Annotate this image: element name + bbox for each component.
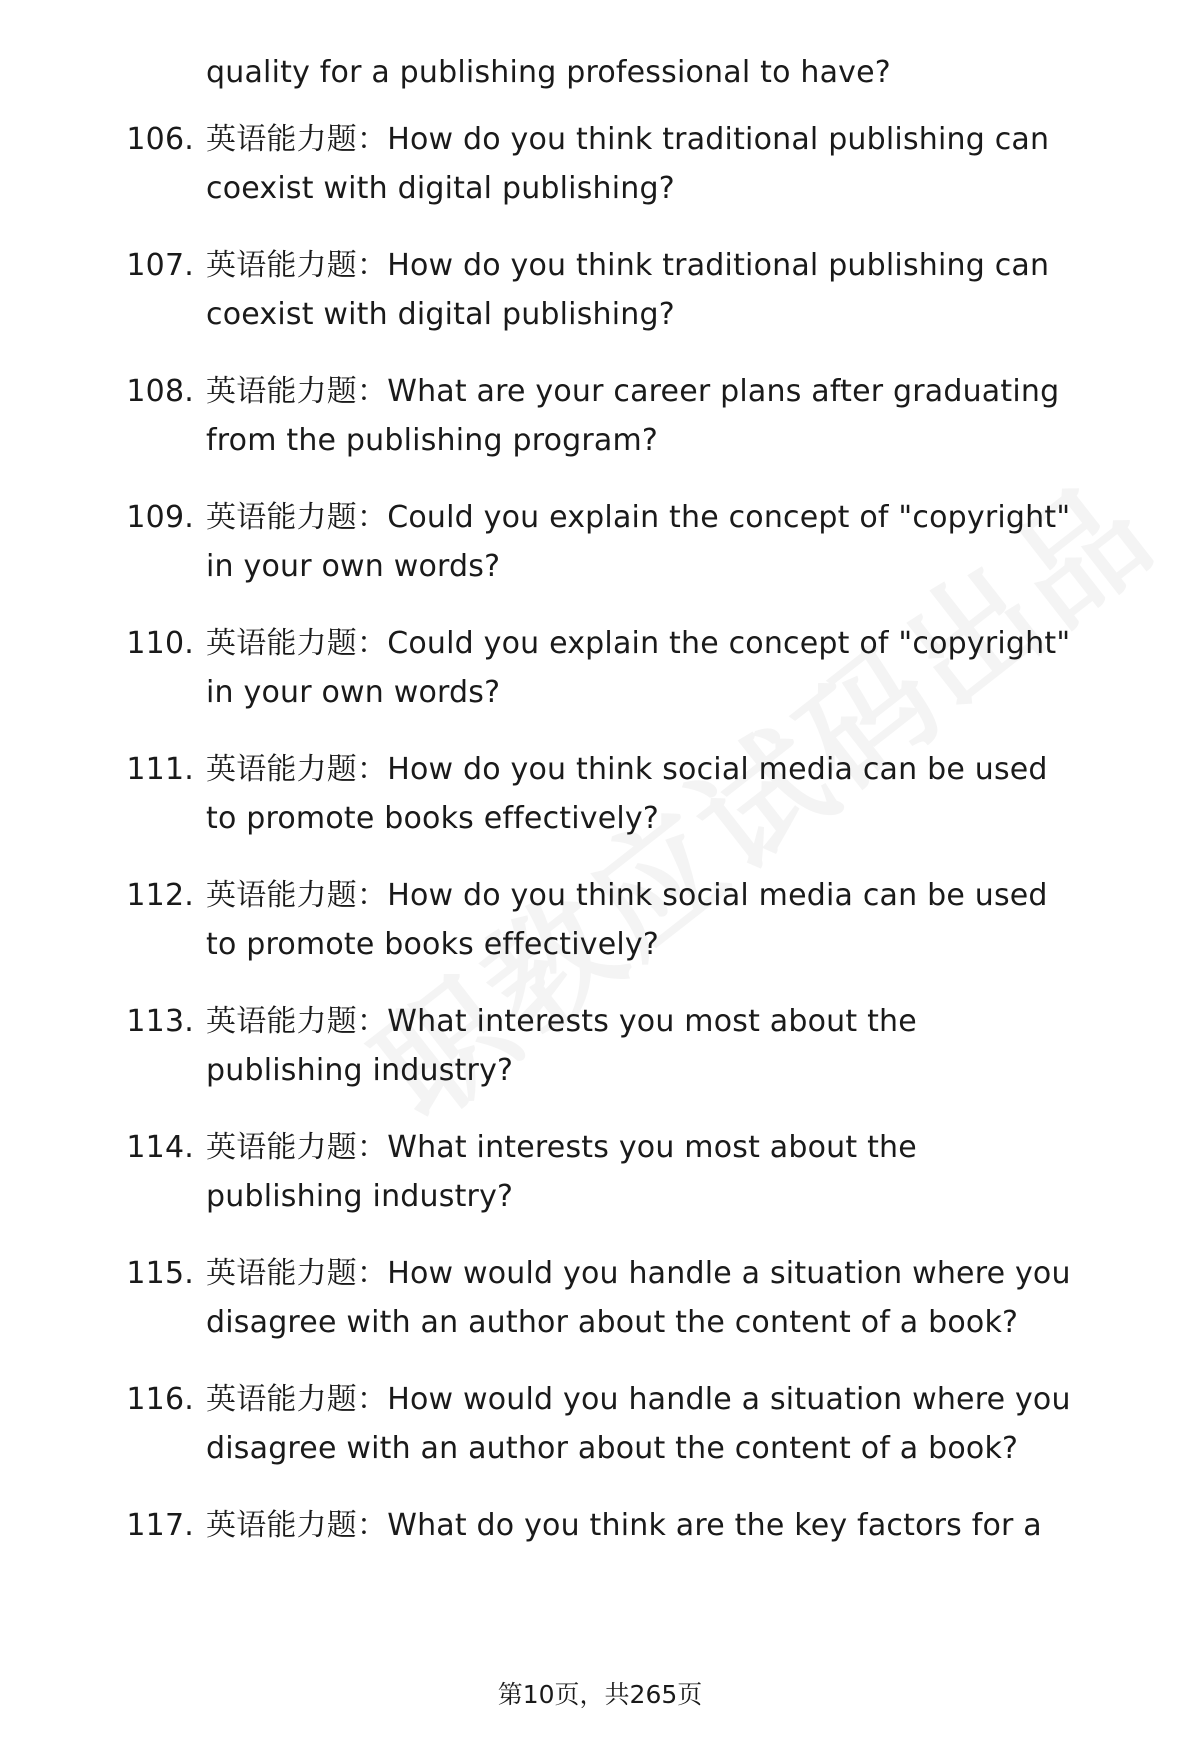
question-number: 117. bbox=[126, 1508, 194, 1543]
question-tag: 英语能力题： bbox=[206, 122, 388, 157]
question-tag: 英语能力题： bbox=[206, 374, 388, 409]
list-item bbox=[120, 745, 1080, 843]
list-item bbox=[120, 115, 1080, 213]
list-item bbox=[120, 1249, 1080, 1347]
question-tag: 英语能力题： bbox=[206, 1508, 388, 1543]
question-tag: 英语能力题： bbox=[206, 1382, 388, 1417]
question-tag: 英语能力题： bbox=[206, 752, 388, 787]
question-text: How would you handle a situation where you disagree with an author about the content of a book? bbox=[206, 1382, 1071, 1466]
question-text: How do you think traditional publishing can coexist with digital publishing? bbox=[206, 122, 1050, 206]
question-tag: 英语能力题： bbox=[206, 878, 388, 913]
question-text: Could you explain the concept of "copyright" in your own words? bbox=[206, 626, 1071, 710]
question-number: 115. bbox=[126, 1256, 194, 1291]
page-footer: 第10页，共265页 bbox=[497, 1680, 703, 1709]
list-item bbox=[120, 997, 1080, 1095]
question-text: How do you think social media can be used to promote books effectively? bbox=[206, 752, 1048, 836]
list-item bbox=[120, 1501, 1080, 1550]
question-number: 114. bbox=[126, 1130, 194, 1165]
question-list bbox=[120, 115, 1080, 1550]
list-item bbox=[120, 619, 1080, 717]
question-tag: 英语能力题： bbox=[206, 626, 388, 661]
list-item bbox=[120, 367, 1080, 465]
list-item bbox=[120, 1375, 1080, 1473]
question-number: 116. bbox=[126, 1382, 194, 1417]
question-text: What are your career plans after graduating from the publishing program? bbox=[206, 374, 1060, 458]
list-item bbox=[120, 1123, 1080, 1221]
question-number: 109. bbox=[126, 500, 194, 535]
continuation-text: quality for a publishing professional to have? bbox=[206, 55, 891, 90]
question-number: 107. bbox=[126, 248, 194, 283]
question-tag: 英语能力题： bbox=[206, 1256, 388, 1291]
question-text: What interests you most about the publishing industry? bbox=[206, 1004, 917, 1088]
question-text: How would you handle a situation where you disagree with an author about the content of a book? bbox=[206, 1256, 1071, 1340]
question-number: 108. bbox=[126, 374, 194, 409]
question-text: What interests you most about the publishing industry? bbox=[206, 1130, 917, 1214]
question-number: 106. bbox=[126, 122, 194, 157]
question-number: 112. bbox=[126, 878, 194, 913]
question-text: How do you think social media can be used to promote books effectively? bbox=[206, 878, 1048, 962]
page-content bbox=[120, 48, 1080, 1550]
question-tag: 英语能力题： bbox=[206, 1004, 388, 1039]
question-tag: 英语能力题： bbox=[206, 1130, 388, 1165]
question-number: 113. bbox=[126, 1004, 194, 1039]
list-item bbox=[120, 871, 1080, 969]
question-text: Could you explain the concept of "copyright" in your own words? bbox=[206, 500, 1071, 584]
question-tag: 英语能力题： bbox=[206, 500, 388, 535]
list-item bbox=[120, 241, 1080, 339]
question-text: How do you think traditional publishing can coexist with digital publishing? bbox=[206, 248, 1050, 332]
list-item bbox=[120, 493, 1080, 591]
question-number: 111. bbox=[126, 752, 194, 787]
question-text: What do you think are the key factors for a bbox=[387, 1508, 1042, 1543]
question-number: 110. bbox=[126, 626, 194, 661]
question-tag: 英语能力题： bbox=[206, 248, 388, 283]
